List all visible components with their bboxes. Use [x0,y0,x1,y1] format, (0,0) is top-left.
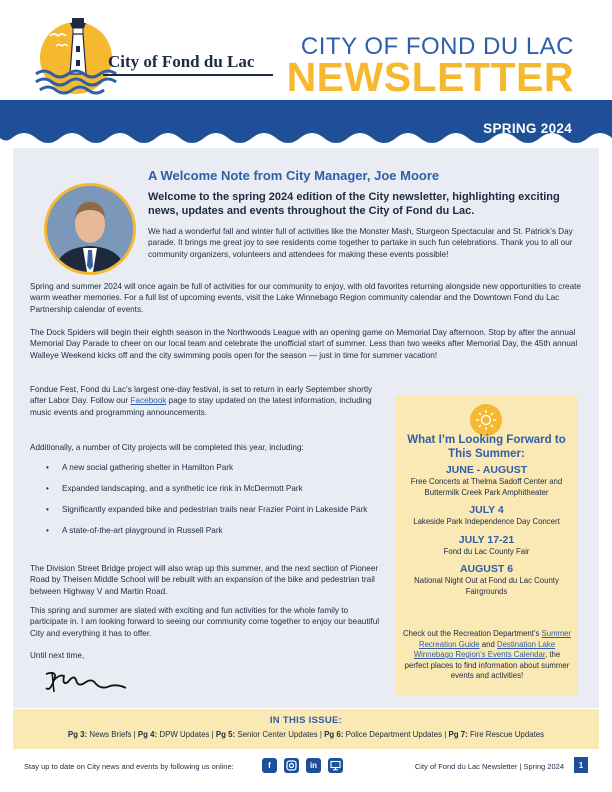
article-paragraph-5: The Division Street Bridge project will also wrap up this summer, and the next section of Pioneer Road by Theisen Middle School will be rebuilt with an expansion of the bike and pedestrian trail between Highway V and Martin Road. [30,564,379,596]
events-calendar-link[interactable]: Destination Lake Winnebago Region’s Events Calendar [413,639,556,659]
list-item: • A new social gathering shelter in Hamilton Park [46,462,376,473]
masthead-title: NEWSLETTER [286,54,574,100]
article-paragraph-6: This spring and summer are slated with exciting and fun activities for the whole family to participate in. I am looking forward to seeing our community come together to enjoy our beautiful City and everything it has to offer. [30,606,380,638]
article-paragraph-2: The Dock Spiders will begin their eighth season in the Northwoods League with an opening game on Memorial Day afternoon. Stop by after the annual Memorial Day Parade to cheer on our local team and celebrate the unofficial start of summer. Less than two weeks after Memorial Day, the 45th annual Walleye Weekend kicks off and the city swimming pools open for the season — just in time for summer vacation! [30,328,578,360]
event-item [395,563,578,597]
facebook-icon[interactable]: f [262,758,277,773]
recreation-guide-link[interactable]: Summer Recreation Guide [418,629,571,649]
projects-list [46,462,376,546]
issue-label: DPW Updates [159,730,210,739]
page-number: 1 [574,757,588,773]
welcome-lead: Welcome to the spring 2024 edition of the City newsletter, highlighting exciting news, updates and events throughout the City of Fond du Lac. [148,191,560,217]
paragraph-text: Fondue Fest, Fond du Lac’s largest one-day festival, is set to return in early September shortly after Labor Day. Follow our [30,385,373,406]
signature [40,666,130,698]
sun-icon [470,404,502,436]
in-this-issue-list: Pg 3: News Briefs | Pg 4: DPW Updates | Pg 5: Senior Center Updates | Pg 6: Police Department Updates | Pg 7: Fire Rescue Updates [67,730,545,739]
paragraph-text: page to stay updated on the latest information, including music events and programming announcements. [30,396,372,417]
linkedin-icon[interactable]: in [306,758,321,773]
issue-page: Pg 4: [137,730,158,739]
issue-page: Pg 3: [67,730,88,739]
event-date: AUGUST 6 [459,563,514,575]
sidebar-footer-text: and [479,639,497,649]
event-date: JULY 17-21 [458,533,515,546]
portrait-image [47,186,133,272]
instagram-icon[interactable] [284,758,299,773]
event-description: National Night Out at Fond du Lac County Fairgrounds [414,576,559,596]
issue-label: Senior Center Updates [237,730,318,739]
event-description: Lakeside Park Independence Day Concert [413,517,560,526]
list-item: • Significantly expanded bike and pedestrian trails near Frazier Point in Lakeside Park [46,504,376,515]
event-item [395,504,578,528]
article-paragraph-4: Additionally, a number of City projects will be completed this year, including: [30,443,304,452]
footer-follow-text: Stay up to date on City news and events by following us online: [24,762,234,771]
closing-line: Until next time, [30,651,85,660]
event-list [395,464,578,603]
event-description: Fond du Lac County Fair [443,546,530,556]
manager-photo [44,183,136,275]
footer-publication: City of Fond du Lac Newsletter | Spring 2024 [414,762,564,771]
article-paragraph-1: Spring and summer 2024 will once again be full of activities for our community to enjoy, with old favorites returning alongside new opportunities to create warm weather memories. For a full list of upcoming events, visit the Lake Winnebago Region community calendar and the Downtown Fond du Lac Partnership calendar of events. [30,282,581,314]
sidebar-footer-text: , the perfect places to find information about summer events and activities! [404,650,570,680]
event-description: Free Concerts at Thelma Sadoff Center and Buttermilk Creek Park Amphitheater [410,477,563,497]
issue-label: News Briefs [89,730,132,739]
article-paragraph-3 [30,384,382,418]
in-this-issue-title: IN THIS ISSUE: [269,715,343,726]
welcome-heading: A Welcome Note from City Manager, Joe Moore [148,168,440,183]
sidebar-footer [401,629,573,682]
issue-page: Pg 5: [215,730,236,739]
issue-label: Police Department Updates [345,730,443,739]
issue-page: Pg 7: [448,730,468,739]
welcome-body: We had a wonderful fall and winter full of activities like the Monster Mash, Sturgeon Spectacular and St. Patrick’s Day parade. It brings me great joy to see residents come together to partake in such fun celebrations. Thank you to all our community organizers, volunteers and attendees for making these events possible! [148,227,573,259]
logo-underline [103,74,273,76]
issue-label: Fire Rescue Updates [470,730,545,739]
website-icon[interactable] [328,758,343,773]
masthead-city: CITY OF FOND DU LAC [300,33,574,60]
sidebar-footer-text: Check out the Recreation Department’s [402,629,542,638]
event-item [395,534,578,558]
issue-page: Pg 6: [324,730,344,739]
facebook-link[interactable]: Facebook [130,396,167,406]
sidebar-title: What I’m Looking Forward to This Summer: [407,434,566,460]
list-item: • A state-of-the-art playground in Russell Park [46,525,376,536]
list-item: • Expanded landscaping, and a synthetic ice rink in McDermott Park [46,483,376,494]
event-date: JUNE - AUGUST [445,464,528,476]
logo-text: City of Fond du Lac [108,52,255,71]
event-item [395,464,578,498]
event-date: JULY 4 [469,504,504,516]
newsletter-header [0,0,612,105]
season-label: SPRING 2024 [483,121,572,136]
